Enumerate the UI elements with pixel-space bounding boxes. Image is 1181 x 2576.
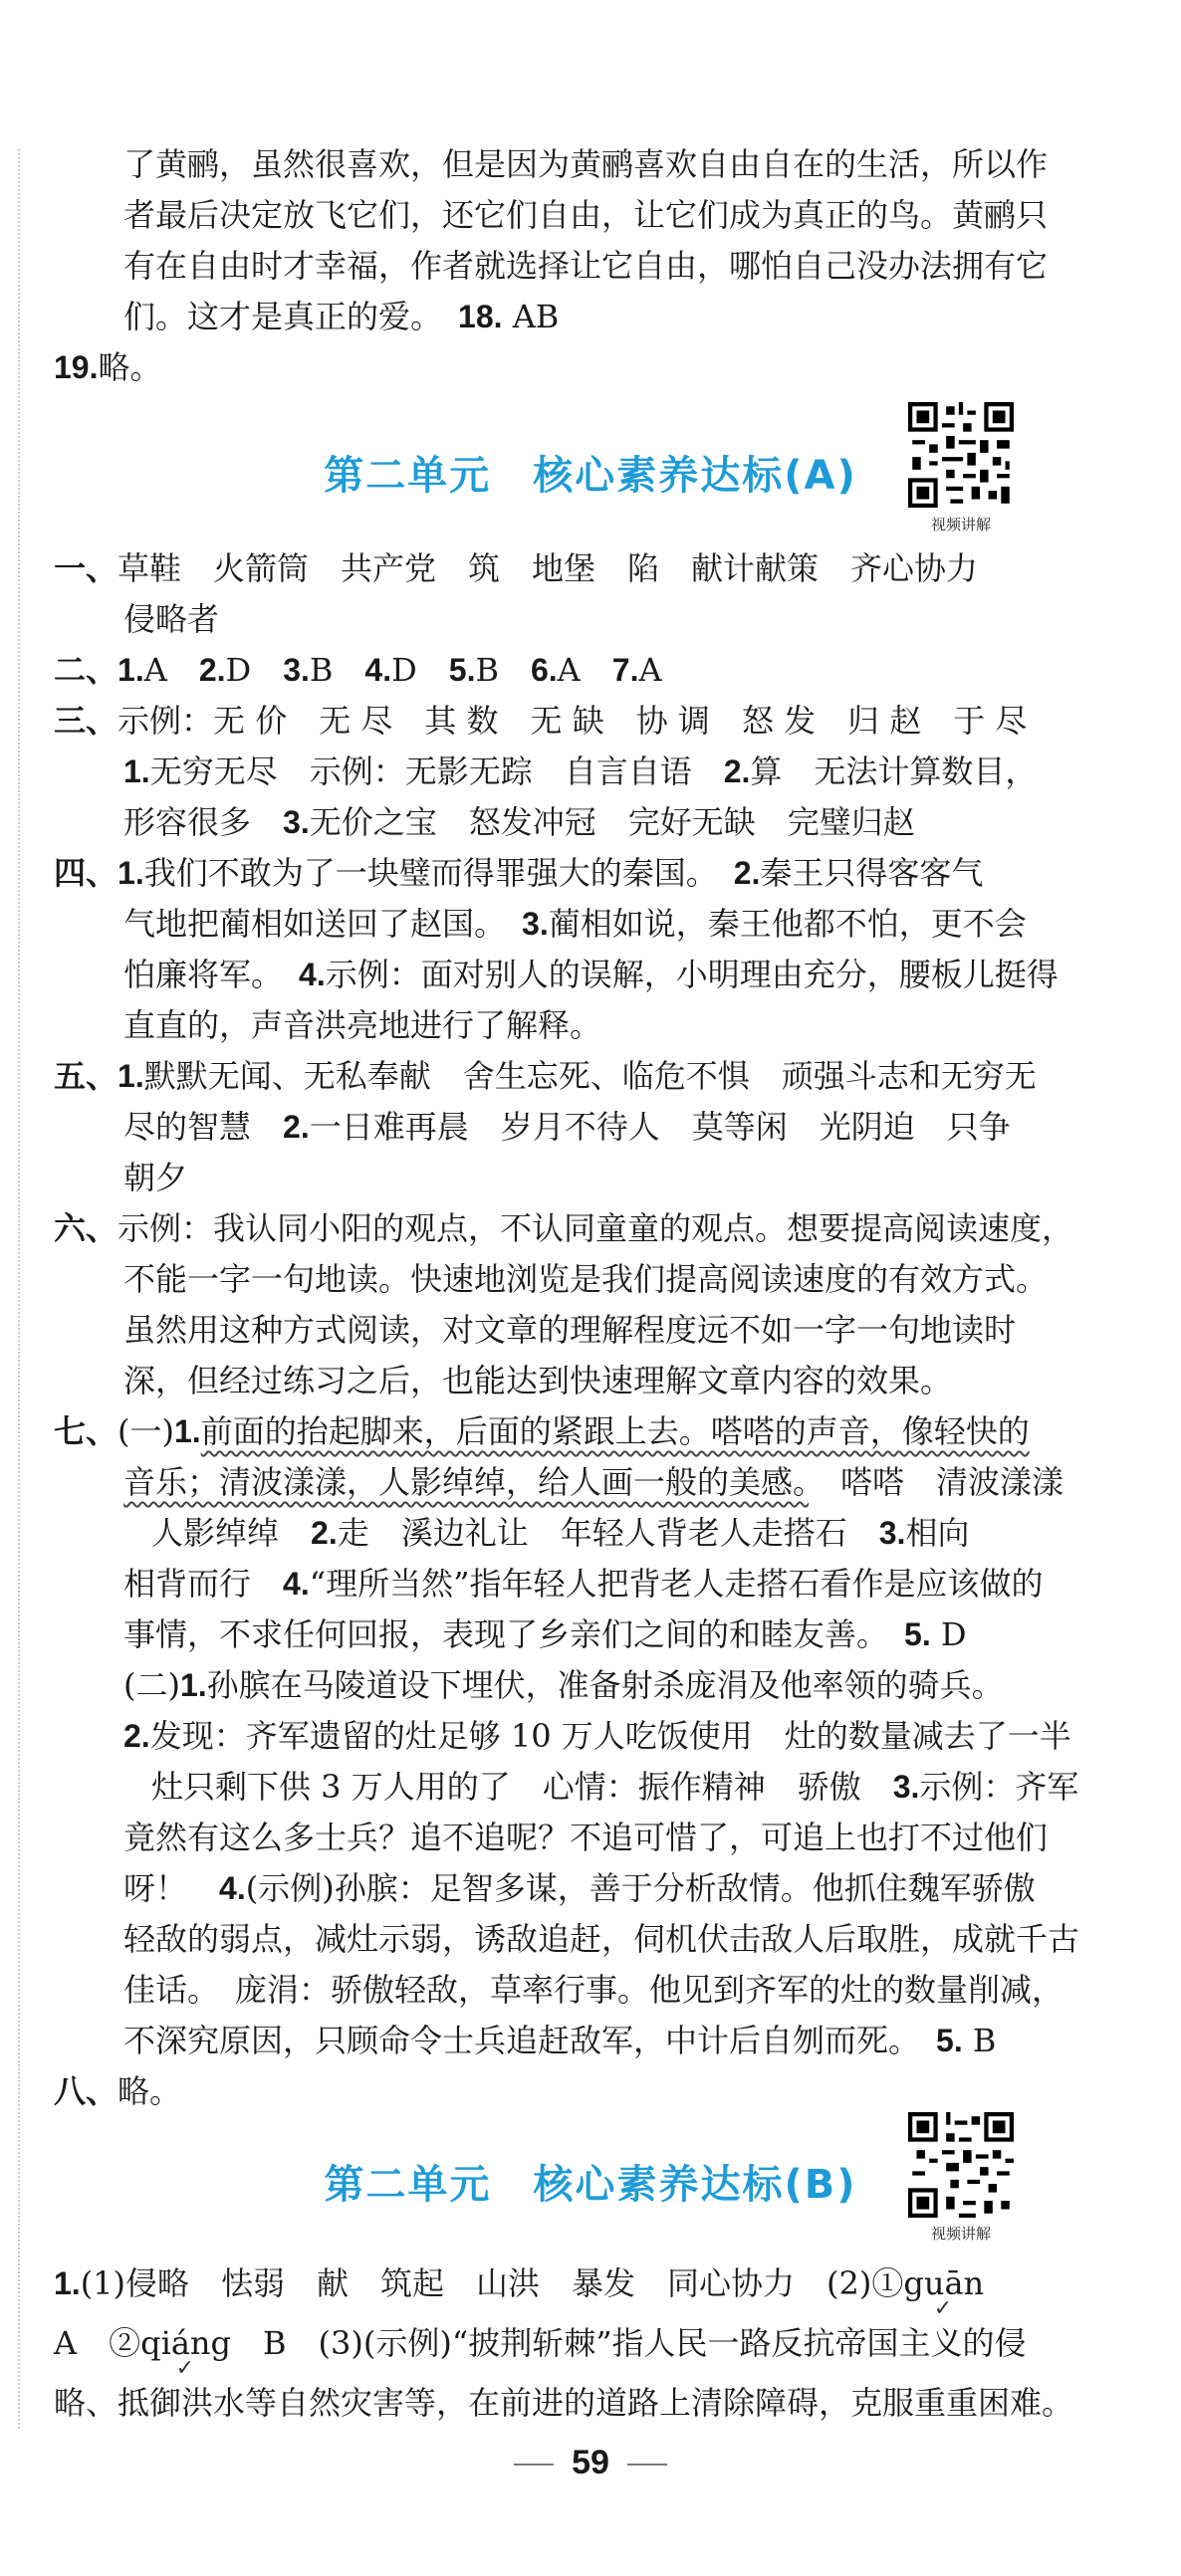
section-3 xyxy=(54,696,1117,747)
answer: 呀！ xyxy=(123,1869,188,1907)
answer: 发现：齐军遗留的灶足够 10 万人吃饭使用 灶的数量减去了一半 xyxy=(149,1717,1071,1755)
answer: “理所当然”指年轻人把背老人走搭石看作是应该做的 xyxy=(309,1565,1044,1603)
answer: A xyxy=(638,651,662,689)
answer: AB xyxy=(512,298,560,335)
answer: 走 溪边礼让 年轻人背老人走搭石 xyxy=(337,1514,847,1552)
answer: 人影绰绰 xyxy=(151,1514,280,1552)
question-number: 2. xyxy=(283,1109,310,1145)
question-number: 1. xyxy=(174,1413,201,1449)
question-number: 7. xyxy=(611,652,639,688)
section-1 xyxy=(54,543,1117,594)
answer: 气地把蔺相如送回了赵国。 xyxy=(123,905,491,943)
answer: 我们不敢为了一块璧而得罪强大的秦国。 xyxy=(143,854,702,892)
pinyin-text: guān xyxy=(903,2264,985,2302)
text-line xyxy=(62,2016,1117,2066)
section-label: 八、 xyxy=(54,2073,118,2109)
unit-a-title: 第二单元 核心素养达标(A) xyxy=(324,453,857,499)
text-line xyxy=(62,1762,1117,1813)
question-number: 3. xyxy=(892,1769,920,1805)
text-line: 虽然用这种方式阅读，对文章的理解程度远不如一字一句地读时 xyxy=(123,1311,1017,1349)
text-line: 朝夕 xyxy=(123,1159,188,1196)
answer: (1)侵略 怯弱 献 筑起 山洪 暴发 同心协力 (2)① xyxy=(80,2264,904,2302)
footer-dash xyxy=(627,2464,667,2466)
qr-code-icon[interactable] xyxy=(908,402,1014,508)
text-line xyxy=(62,1660,1117,1711)
text-line xyxy=(62,899,1117,950)
question-number: 3. xyxy=(283,652,310,688)
pinyin xyxy=(140,2313,232,2381)
check-mark-icon: ✓ xyxy=(933,2296,953,2321)
question-number: 2. xyxy=(198,652,226,688)
question-number: 5. xyxy=(936,2023,963,2058)
question-number: 1. xyxy=(118,652,144,688)
text-line: 不能一字一句地读。快速地浏览是我们提高阅读速度的有效方式。 xyxy=(123,1260,1049,1298)
answer: 蔺相如说，秦王他都不怕，更不会 xyxy=(548,905,1027,943)
section-label: 五、 xyxy=(54,1058,118,1094)
answer: D xyxy=(940,1615,967,1653)
question-number: 1. xyxy=(118,1058,144,1094)
answer: 示例：面对别人的误解，小明理由充分，腰板儿挺得 xyxy=(325,956,1059,993)
section-8 xyxy=(54,2066,1117,2117)
text-line xyxy=(54,2313,1117,2381)
question-number: 2. xyxy=(311,1515,338,1551)
text-line: 轻敌的弱点，减灶示弱，诱敌追赶，伺机伏击敌人后取胜，成就千古 xyxy=(123,1920,1080,1958)
question-number: 1. xyxy=(179,1667,207,1703)
question-19 xyxy=(54,342,1117,393)
answer: 略。 xyxy=(98,348,162,386)
text-line: 有在自由时才幸福，作者就选择让它自由，哪怕自己没办法拥有它 xyxy=(123,247,1049,285)
text-line: 者最后决定放飞它们，还它们自由，让它们成为真正的鸟。黄鹂只 xyxy=(123,196,1049,234)
unit-b-title: 第二单元 核心素养达标(B) xyxy=(324,2162,857,2208)
text-line xyxy=(62,1559,1117,1610)
answer: 灶只剩下供 3 万人用的了 心情：振作精神 骄傲 xyxy=(151,1768,861,1806)
answer: 示例：齐军 xyxy=(919,1768,1079,1806)
answer: D xyxy=(225,651,252,689)
answer: 无穷无尽 示例：无影无踪 自言自语 xyxy=(149,752,692,790)
underlined-answer: 音乐；清波漾漾，人影绰绰，给人画一般的美感。 xyxy=(123,1463,810,1501)
answer: 示例：无 价 无 尽 其 数 无 缺 协 调 怒 发 归 赵 于 尽 xyxy=(118,702,1028,740)
question-number: 18. xyxy=(458,299,503,334)
answer: 略。 xyxy=(118,2072,182,2110)
section-2 xyxy=(54,645,1117,696)
pinyin xyxy=(903,2254,985,2321)
qr-code-icon[interactable] xyxy=(908,2112,1014,2218)
answer: A xyxy=(143,651,167,689)
section-label: 二、 xyxy=(54,652,118,688)
answer: B xyxy=(972,2022,997,2059)
question-number: 3. xyxy=(878,1515,906,1551)
text-line: 略、抵御洪水等自然灾害等，在前进的道路上清除障碍，克服重重困难。 xyxy=(54,2384,1074,2422)
footer-dash xyxy=(514,2464,554,2466)
check-mark-icon: ✓ xyxy=(175,2356,194,2381)
question-number: 19. xyxy=(54,349,99,385)
section-label: 三、 xyxy=(54,703,118,739)
question-number: 1. xyxy=(123,753,150,789)
section-7 xyxy=(54,1406,1117,1457)
text-line: 了黄鹂，虽然很喜欢，但是因为黄鹂喜欢自由自在的生活，所以作 xyxy=(123,145,1049,183)
qr-caption: 视频讲解 xyxy=(930,2225,991,2243)
answer: 无价之宝 怒发冲冠 完好无缺 完璧归赵 xyxy=(309,803,915,841)
unit-a-answers xyxy=(54,543,1117,2117)
text-line xyxy=(62,1863,1117,1914)
text-line xyxy=(62,747,1117,797)
answer: 算 无法计算数目， xyxy=(750,752,1038,790)
question-number: 6. xyxy=(530,652,558,688)
section-4 xyxy=(54,848,1117,899)
answer: 怕廉将军。 xyxy=(123,956,268,993)
underlined-answer: 前面的抬起脚来，后面的紧跟上去。嗒嗒的声音，像轻快的 xyxy=(200,1412,1030,1450)
text-line: 直直的，声音洪亮地进行了解释。 xyxy=(123,1006,602,1044)
subpart-label: (二) xyxy=(123,1666,180,1704)
answer: 相背而行 xyxy=(123,1565,252,1603)
question-number: 3. xyxy=(522,906,549,942)
text-line xyxy=(62,1711,1117,1762)
text-line: 佳话。 庞涓：骄傲轻敌，草率行事。他见到齐军的灶的数量削减， xyxy=(123,1971,1064,2009)
text-line xyxy=(62,1102,1117,1153)
question-number: 2. xyxy=(733,855,761,891)
text-line: 竟然有这么多士兵？追不追呢？不追可惜了，可追上也打不过他们 xyxy=(123,1819,1049,1856)
answer: 一日难再晨 岁月不待人 莫等闲 光阴迫 只争 xyxy=(309,1108,1011,1146)
text-line: 深，但经过练习之后，也能达到快速理解文章内容的效果。 xyxy=(123,1362,953,1399)
question-number: 4. xyxy=(283,1566,310,1602)
answer: B (3)(示例)“披荆斩棘”指人民一路反抗帝国主义的侵 xyxy=(231,2324,1027,2362)
answer: 秦王只得客客气 xyxy=(760,854,984,892)
unit-b-answers xyxy=(54,2254,1117,2433)
section-5 xyxy=(54,1051,1117,1102)
question-number: 4. xyxy=(299,957,326,992)
text-line-part: 们。这才是真正的爱。 xyxy=(123,298,427,335)
subpart-label: (一) xyxy=(118,1412,174,1450)
section-label: 一、 xyxy=(54,550,118,586)
section-label: 四、 xyxy=(54,855,118,891)
answer: 草鞋 火箭筒 共产党 筑 地堡 陷 献计献策 齐心协力 xyxy=(118,549,979,587)
question-number: 1. xyxy=(118,855,144,891)
question-number: 4. xyxy=(364,652,392,688)
answer: (示例)孙膑：足智多谋，善于分析敌情。他抓住魏军骄傲 xyxy=(245,1869,1036,1907)
section-label: 七、 xyxy=(54,1413,118,1449)
answer: 尽的智慧 xyxy=(123,1108,252,1146)
answer: 嗒嗒 清波漾漾 xyxy=(809,1463,1064,1501)
page-footer xyxy=(0,2444,1181,2482)
question-number: 1. xyxy=(54,2265,81,2301)
continuation-block xyxy=(54,139,1117,393)
answer: 默默无闻、无私奉献 舍生忘死、临危不惧 顽强斗志和无穷无 xyxy=(143,1057,1037,1095)
answer: D xyxy=(391,651,417,689)
text-line xyxy=(62,797,1117,848)
answer: A ② xyxy=(54,2324,141,2362)
text-line xyxy=(54,2254,1117,2321)
question-number: 4. xyxy=(219,1870,246,1906)
answer: B xyxy=(475,651,499,689)
qr-caption: 视频讲解 xyxy=(930,516,991,534)
section-label: 六、 xyxy=(54,1210,118,1246)
question-number: 5. xyxy=(904,1616,931,1652)
text-line xyxy=(62,292,1117,342)
answer: B xyxy=(309,651,334,689)
answer: 形容很多 xyxy=(123,803,252,841)
answer: 孙膑在马陵道设下埋伏，准备射杀庞涓及他率领的骑兵。 xyxy=(206,1666,1004,1704)
answer: A xyxy=(557,651,581,689)
text-line: 侵略者 xyxy=(123,600,220,638)
question-number: 5. xyxy=(448,652,476,688)
text-line xyxy=(62,1508,1117,1559)
question-number: 2. xyxy=(123,1718,150,1754)
answer: 不深究原因，只顾命令士兵追赶敌军，中计后自刎而死。 xyxy=(123,2022,905,2059)
question-number: 3. xyxy=(283,804,310,840)
text-line xyxy=(62,1457,1117,1508)
answer: 相向 xyxy=(905,1514,970,1552)
text-line xyxy=(62,1610,1117,1660)
question-number: 2. xyxy=(723,753,751,789)
answer: 事情，不求任何回报，表现了乡亲们之间的和睦友善。 xyxy=(123,1615,873,1653)
section-6 xyxy=(54,1203,1117,1254)
pinyin-text: qiáng xyxy=(140,2324,232,2362)
text-line xyxy=(62,950,1117,1000)
answer: 示例：我认同小阳的观点，不认同童童的观点。想要提高阅读速度， xyxy=(118,1209,1074,1247)
page-number: 59 xyxy=(572,2444,609,2481)
